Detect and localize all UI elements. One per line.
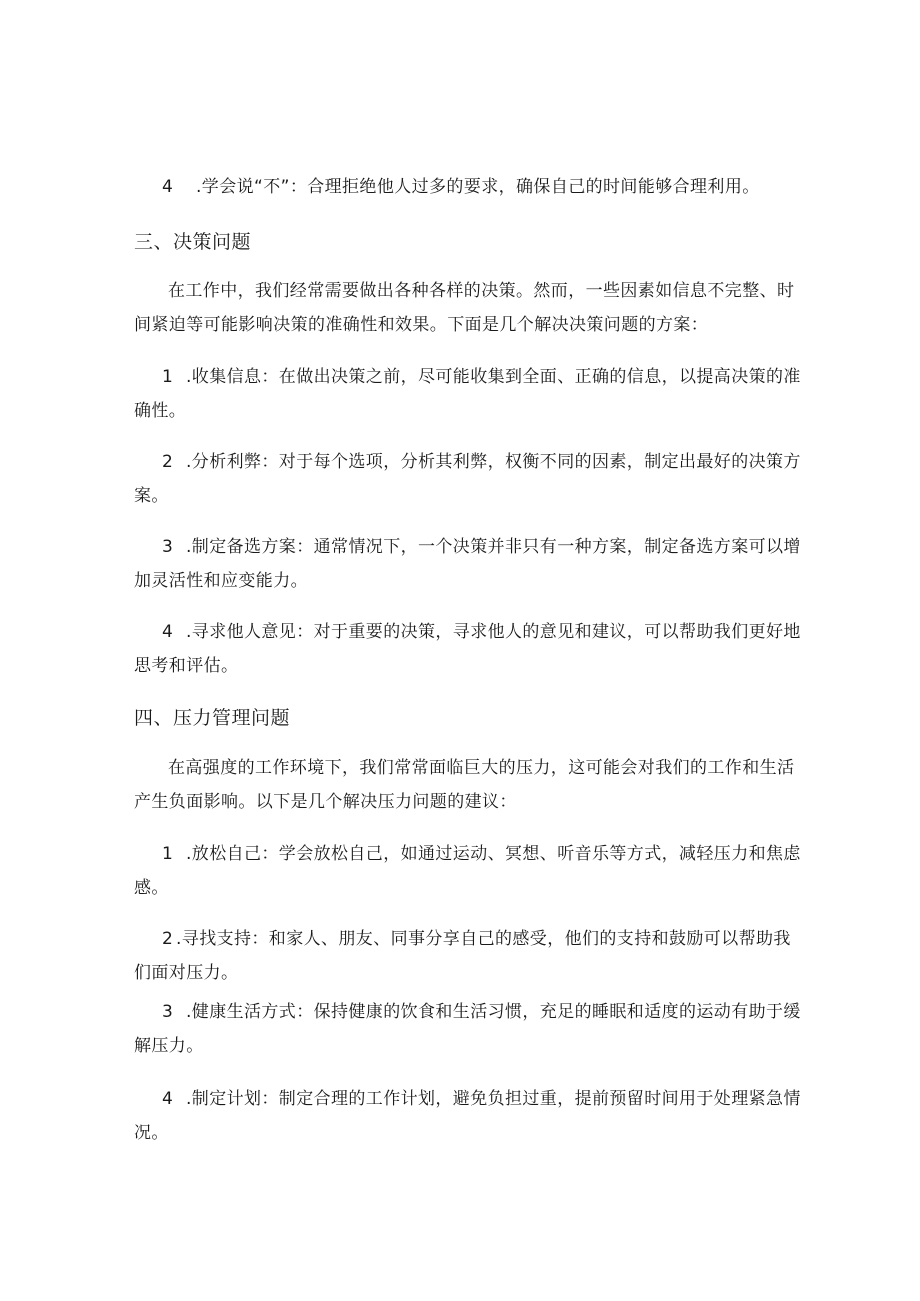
list-item-number: 3 — [162, 537, 174, 557]
section-heading-stress: 四、压力管理问题 — [134, 707, 291, 729]
list-item-stress-2 — [134, 922, 804, 990]
list-item-decision-1 — [134, 360, 804, 428]
list-item-number: 4 — [162, 177, 174, 197]
list-item-stress-4 — [134, 1082, 804, 1150]
list-item-text: .寻找支持：和家人、朋友、同事分享自己的感受，他们的支持和鼓励可以帮助我们面对压力。 — [134, 929, 791, 983]
list-item-decision-3 — [134, 530, 804, 598]
section-heading-decision: 三、决策问题 — [134, 231, 252, 253]
section-intro-decision: 在工作中，我们经常需要做出各种各样的决策。然而，一些因素如信息不完整、时间紧迫等可能影响决策的准确性和效果。下面是几个解决决策问题的方案： — [134, 281, 795, 335]
list-item-stress-1 — [134, 837, 804, 905]
list-item-number: 2 — [162, 929, 174, 949]
list-item-text: .制定计划：制定合理的工作计划，避免负担过重，提前预留时间用于处理紧急情况。 — [134, 1089, 801, 1143]
list-item-text: .寻求他人意见：对于重要的决策，寻求他人的意见和建议，可以帮助我们更好地思考和评估。 — [134, 622, 801, 676]
list-item-text: .健康生活方式：保持健康的饮食和生活习惯，充足的睡眠和适度的运动有助于缓解压力。 — [134, 1002, 801, 1056]
list-item-time-4 — [134, 170, 804, 204]
list-item-text: .学会说“不”：合理拒绝他人过多的要求，确保自己的时间能够合理利用。 — [196, 177, 760, 197]
list-item-number: 3 — [162, 1002, 174, 1022]
list-item-decision-2 — [134, 445, 804, 513]
list-item-number: 4 — [162, 622, 174, 642]
list-item-decision-4 — [134, 615, 804, 683]
list-item-number: 1 — [162, 844, 174, 864]
list-item-text: .制定备选方案：通常情况下，一个决策并非只有一种方案，制定备选方案可以增加灵活性和应变能力。 — [134, 537, 801, 591]
list-item-text: .放松自己：学会放松自己，如通过运动、冥想、听音乐等方式，减轻压力和焦虑感。 — [134, 844, 801, 898]
list-item-stress-3 — [134, 995, 804, 1063]
list-item-text: .收集信息：在做出决策之前，尽可能收集到全面、正确的信息，以提高决策的准确性。 — [134, 367, 801, 421]
list-item-text: .分析利弊：对于每个选项，分析其利弊，权衡不同的因素，制定出最好的决策方案。 — [134, 452, 801, 506]
list-item-number: 2 — [162, 452, 174, 472]
list-item-number: 4 — [162, 1089, 174, 1109]
section-intro-stress: 在高强度的工作环境下，我们常常面临巨大的压力，这可能会对我们的工作和生活产生负面影响。以下是几个解决压力问题的建议： — [134, 758, 795, 812]
list-item-number: 1 — [162, 367, 174, 387]
